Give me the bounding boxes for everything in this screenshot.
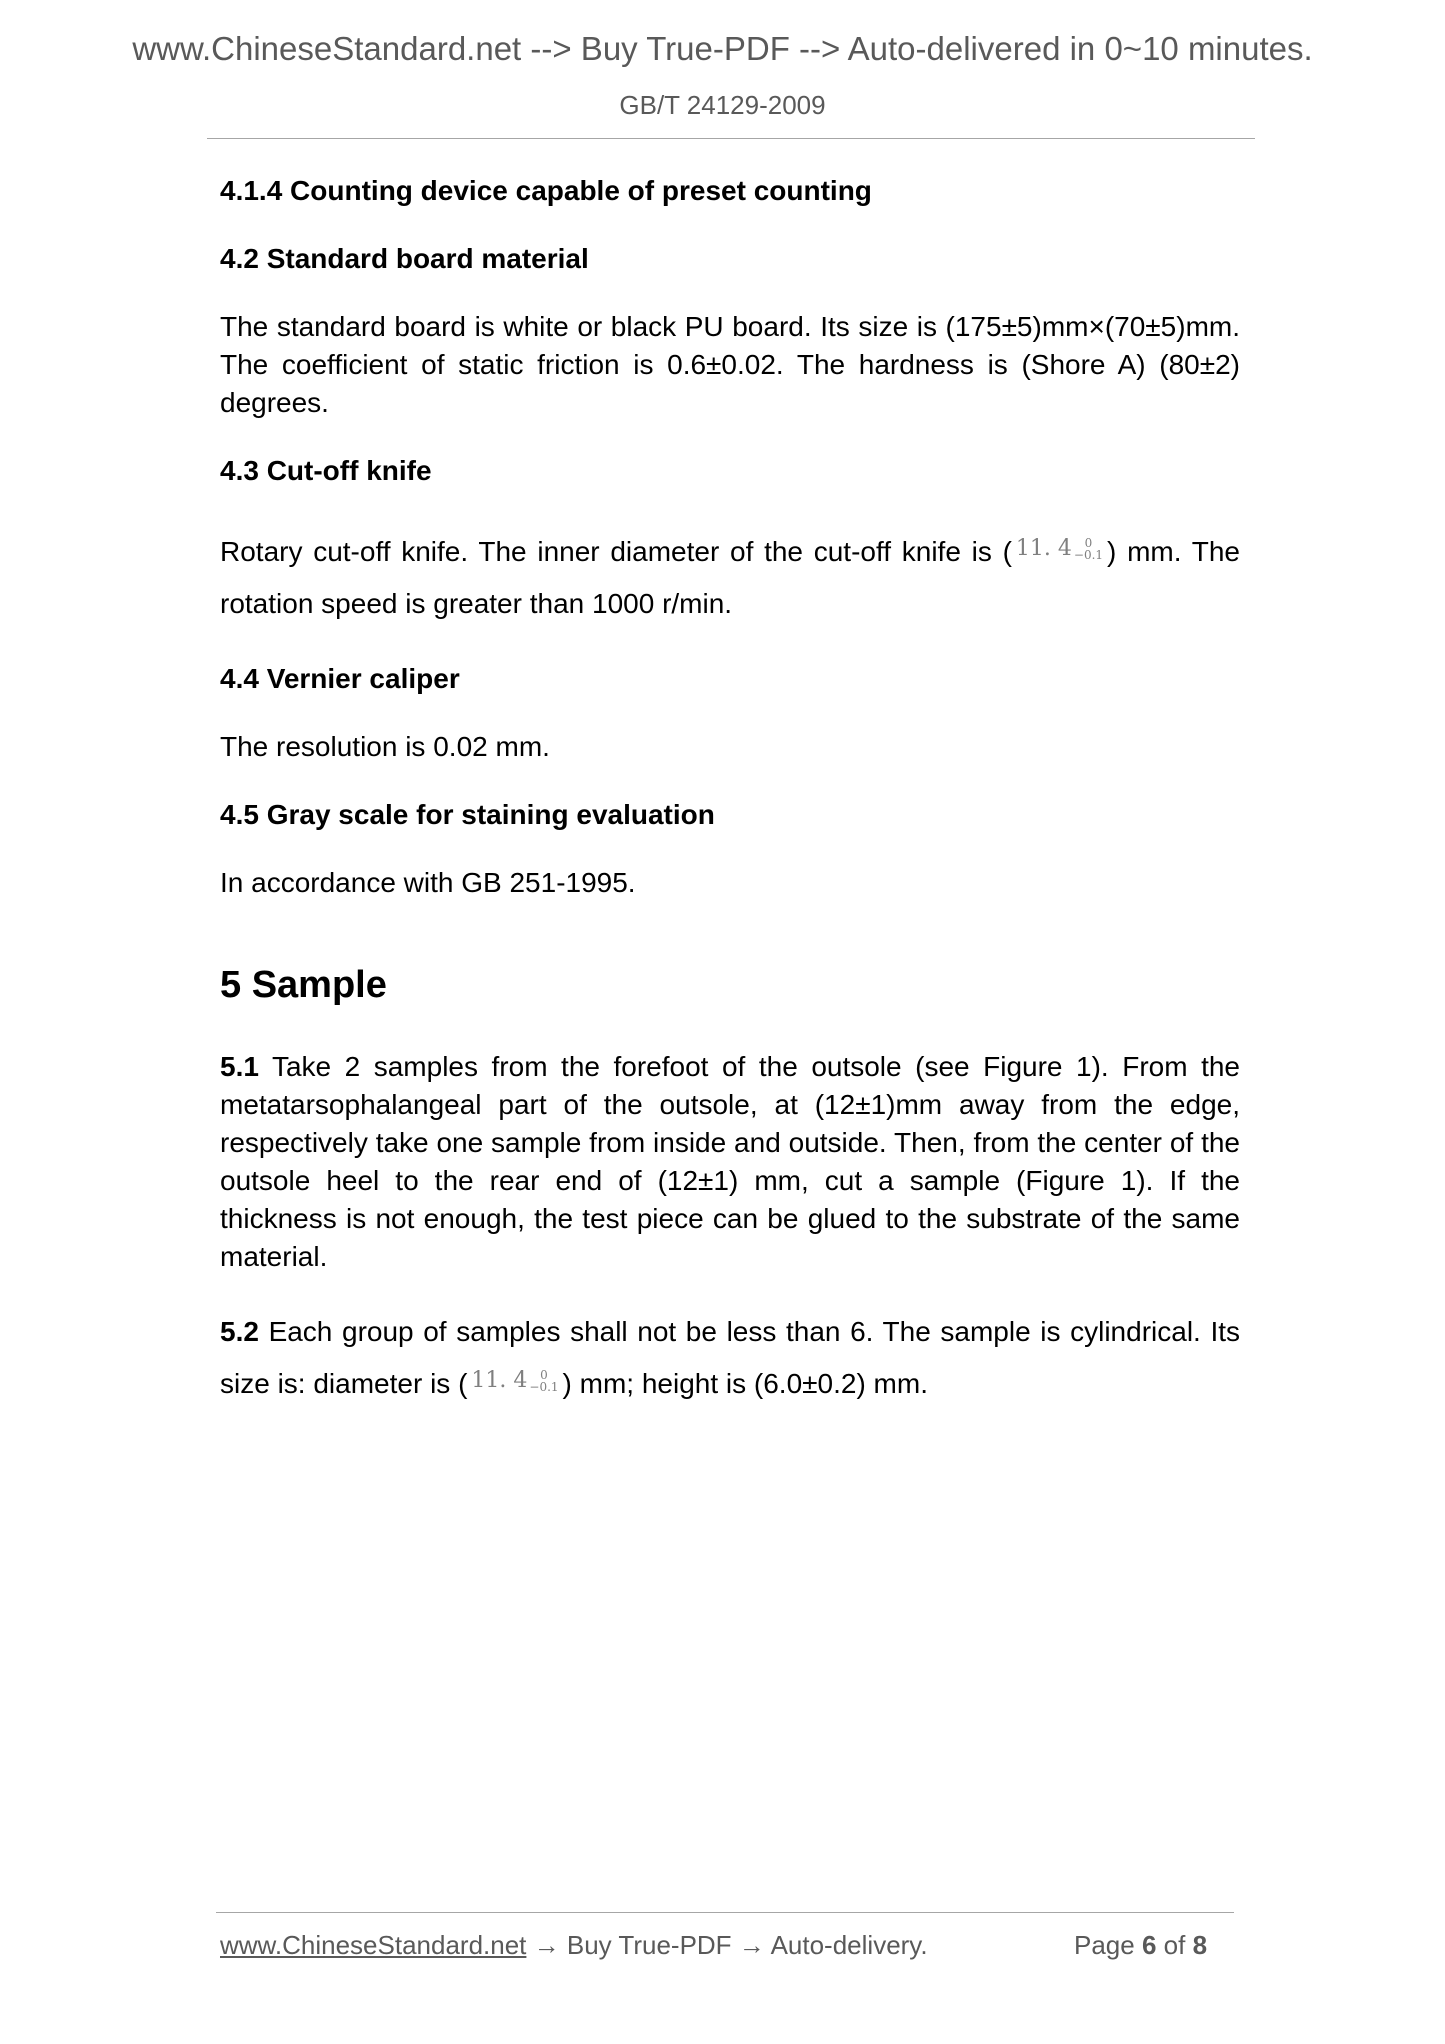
tolerance-stack	[1074, 537, 1103, 561]
footer-site-link[interactable]: www.ChineseStandard.net	[220, 1930, 527, 1960]
sample-diameter-tolerance-formula	[471, 1369, 558, 1393]
section-4-3-text-end: ) mm. The rotation speed is greater than 1000 r/min.	[220, 536, 1240, 619]
section-4-4-text: The resolution is 0.02 mm.	[220, 731, 550, 762]
section-4-3-text-start: Rotary cut-off knife. The inner diameter of the cut-off knife is (	[220, 536, 1012, 567]
section-5-1-text	[220, 1048, 1240, 1276]
tolerance-stack	[529, 1369, 558, 1393]
section-4-2-text: The standard board is white or black PU board. Its size is (175±5)mm×(70±5)mm. The coefficient of static friction is 0.6±0.02. The hardness is (Shore A) (80±2) degrees.	[220, 311, 1240, 418]
page-content	[220, 172, 1240, 1440]
section-4-3-text	[220, 526, 1240, 630]
current-page-number: 6	[1141, 1930, 1157, 1960]
page-indicator	[1074, 1930, 1207, 1961]
section-5-1-number: 5.1	[220, 1051, 259, 1082]
of-label: of	[1163, 1930, 1186, 1960]
document-code: GB/T 24129-2009	[619, 90, 826, 120]
section-5-2-body-start: Each group of samples shall not be less than 6. The sample is cylindrical. Its size is: diameter is (	[220, 1316, 1240, 1399]
header-divider	[207, 138, 1255, 139]
footer-divider	[216, 1912, 1234, 1913]
section-5-2-text	[220, 1306, 1240, 1410]
tolerance-lower: −0.1	[1073, 548, 1104, 562]
section-4-3-title: 4.3 Cut-off knife	[220, 455, 432, 486]
section-4-4-title: 4.4 Vernier caliper	[220, 663, 460, 694]
page-label: Page	[1074, 1930, 1135, 1960]
tolerance-base: 11. 4	[1015, 536, 1072, 561]
footer-promo	[220, 1930, 928, 1961]
section-4-2-title: 4.2 Standard board material	[220, 243, 589, 274]
section-5-2-body-end: ) mm; height is (6.0±0.2) mm.	[562, 1368, 928, 1399]
section-5-1-body: Take 2 samples from the forefoot of the outsole (see Figure 1). From the metatarsophalangeal part of the outsole, at (12±1)mm away from the edge, respectively take one sample from inside and outside. Then, from the center of the outsole heel to the rear end of (12±1) mm, cut a sample (Figure 1). If the thickness is not enough, the test piece can be glued to the substrate of the same material.	[220, 1051, 1240, 1272]
diameter-tolerance-formula	[1016, 537, 1103, 561]
section-4-5-title: 4.5 Gray scale for staining evaluation	[220, 799, 715, 830]
section-4-1-4-title: 4.1.4 Counting device capable of preset counting	[220, 175, 872, 206]
tolerance-lower: −0.1	[529, 1380, 559, 1394]
tolerance-upper: 0	[540, 1368, 548, 1382]
total-pages-number: 8	[1192, 1930, 1208, 1960]
section-5-title: 5 Sample	[220, 964, 387, 1006]
top-banner: www.ChineseStandard.net --> Buy True-PDF --> Auto-delivered in 0~10 minutes.	[132, 30, 1313, 67]
footer-promo-text: → Buy True-PDF → Auto-delivery.	[526, 1930, 928, 1960]
tolerance-upper: 0	[1084, 536, 1093, 550]
section-4-5-text: In accordance with GB 251-1995.	[220, 867, 636, 898]
section-5-2-number: 5.2	[220, 1316, 259, 1347]
tolerance-base: 11. 4	[471, 1368, 528, 1393]
